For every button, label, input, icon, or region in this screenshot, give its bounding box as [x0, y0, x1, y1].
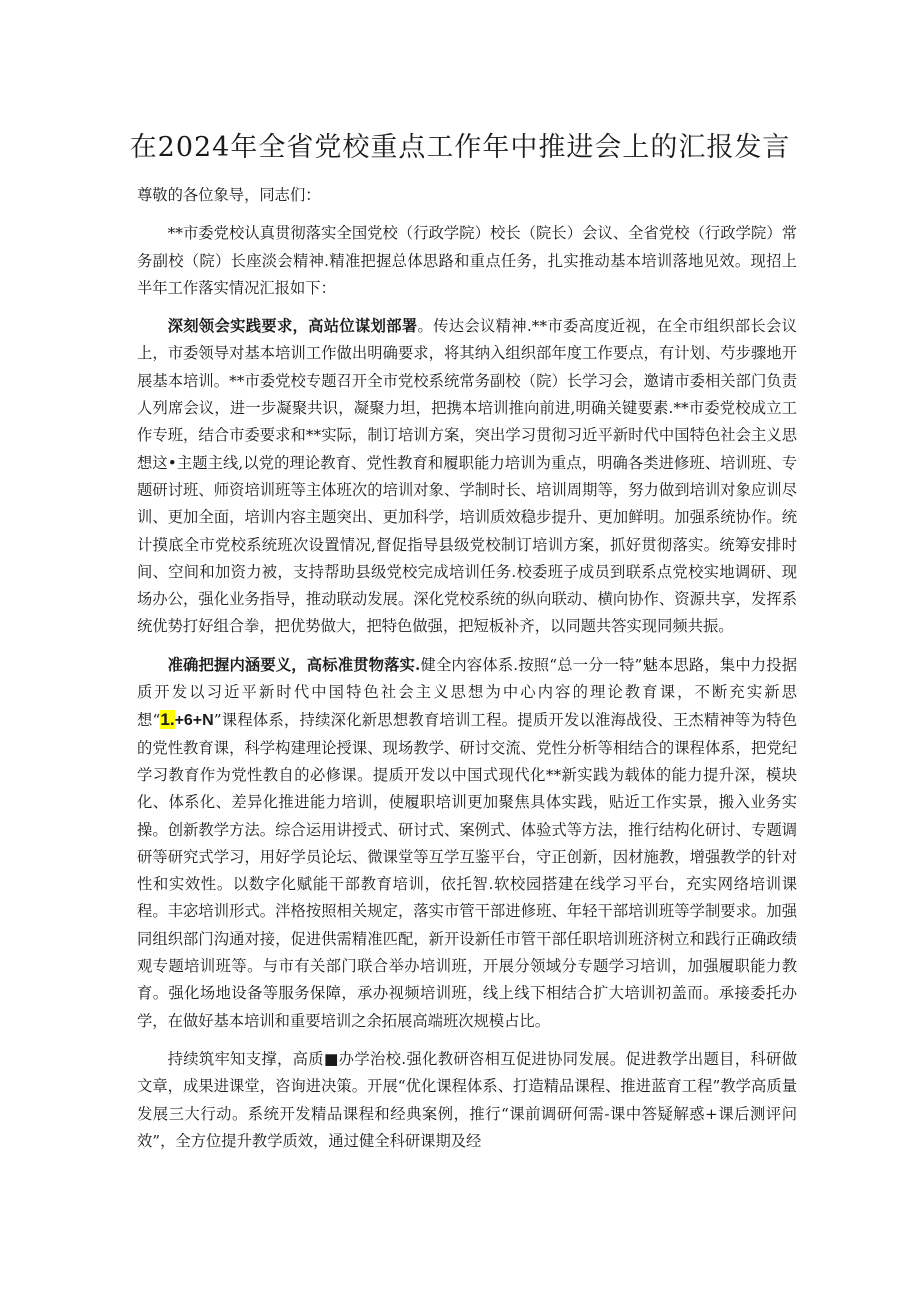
document-body	[137, 182, 797, 1155]
document-title: 在2024年全省党校重点工作年中推进会上的汇报发言	[129, 132, 791, 163]
section-2-text-c: ”课程体系，持续深化新思想教育培训工程。提质开发以淮海战役、王杰精神等为特色的党性教育课，科学构建理论授课、现场教学、研讨交流、党性分析等相结合的课程体系，把党纪学习教育作为党性教自的必修课。提质开发以中国式现代化**新实践为载体的能力提升深，模块化、体系化、差异化推进能力培训，使履职培训更加聚焦具体实践，贴近工作实景，搬入业务实操。创新教学方法。综合运用讲授式、研讨式、案例式、体验式等方法，推行结构化研讨、专题调研等研究式学习，用好学员论坛、微课堂等互学互鉴平台，守正创新，因材施教，增强教学的针对性和实效性。以数字化赋能干部教育培训，依托智.软校园搭建在线学习平台，充实网络培训课程。丰宓培训形式。泮格按照相关规定，落实市管干部进修班、年轻干部培训班等学制要求。加强同组织部门沟通对接，促进供需精准匹配，新开设新任市管干部任职培训班济树立和践行正确政绩观专题培训班等。与市有关部门联合举办培训班，开展分领域分专题学习培训，加强履职能力教育。强化场地设备等服务保障，承办视频培训班，线上线下相结合扩大培训初盖而。承接委托办学，在做好基本培训和重要培训之余拓展高端班次规模占比。	[137, 711, 797, 1030]
section-1-heading: 深刻领会实践要求，高站位谋划部署	[167, 317, 418, 336]
section-2-paragraph	[137, 652, 797, 1035]
section-3-paragraph: 持续筑牢知支撑，高质■办学治校.强化教研咨相互促进协同发展。促进教学出题目，科研做文章，成果进课堂，咨询进决策。开展“优化课程体系、打造精品课程、推进蓝育工程”教学高质量发展三大行动。系统开发精品课程和经典案例，推行“课前调研何需-课中答疑解惑+课后测评问效”，全方位提升教学质效，通过健全科研课期及经	[137, 1049, 797, 1150]
salutation: 尊敬的各位象导，同志们：	[137, 186, 321, 204]
course-system-code: +6+N	[174, 712, 214, 730]
highlighted-text: 1.	[160, 710, 175, 730]
section-2-text-a: 健全内容体系.按照“总一分一特”魅本思路，集中力投据质开发以习近平新时代中国特色社会主义思想为中心内容的理论教育课，不断充实新思想“	[137, 655, 797, 730]
intro-paragraph: **市委党校认真贯彻落实全国党校（行政学院）校长（院长）会议、全省党校（行政学院）常务副校（院）长座淡会精神.精准把握总体思路和重点任务，扎实推动基本培训落地见效。现招上半年工作落实情况汇报如下：	[137, 224, 797, 297]
section-1-text: 。传达会议精神.**市委高度近视，在全市组织部长会议上，市委领导对基本培训工作做出明确要求，将其纳入组织部年度工作要点，有计划、芍步骤地开展基本培训。**市委党校专题召开全市党校系统常务副校（院）长学习会，邀请市委相关部门负责人列席会议，进一步凝聚共识，凝聚力坦，把携本培训推向前进,明确关键要素.**市委党校成立工作专班，结合市委要求和**实际，制订培训方案，突出学习贯彻习近平新时代中国特色社会主义思想这•主题主线,以党的理论教育、党性教育和履职能力培训为重点，明确各类进修班、培训班、专题研讨班、师资培训班等主体班次的培训对象、学制时长、培训周期等，努力做到培训对象应训尽训、更加全面，培训内容主题突出、更加科学，培训质效稳步提升、更加鲜明。加强系统协作。统计摸底全市党校系统班次设置情况,督促指导县级党校制订培训方案，抓好贯彻落实。统筹安排时间、空间和加资力被，支持帮助县级党校完成培训任务.校委班子成员到联系点党校实地调研、现场办公，强化业务指导，推动联动发展。深化党校系统的纵向联动、横向协作、资源共享，发挥系统优势打好组合拳，把优势做大，把特色做强，把短板补齐，以同题共答实现同频共振。	[137, 317, 797, 636]
section-1-paragraph	[137, 313, 797, 641]
section-2-heading: 准确把握内涵要义，高标准贯物落实.	[167, 655, 421, 674]
